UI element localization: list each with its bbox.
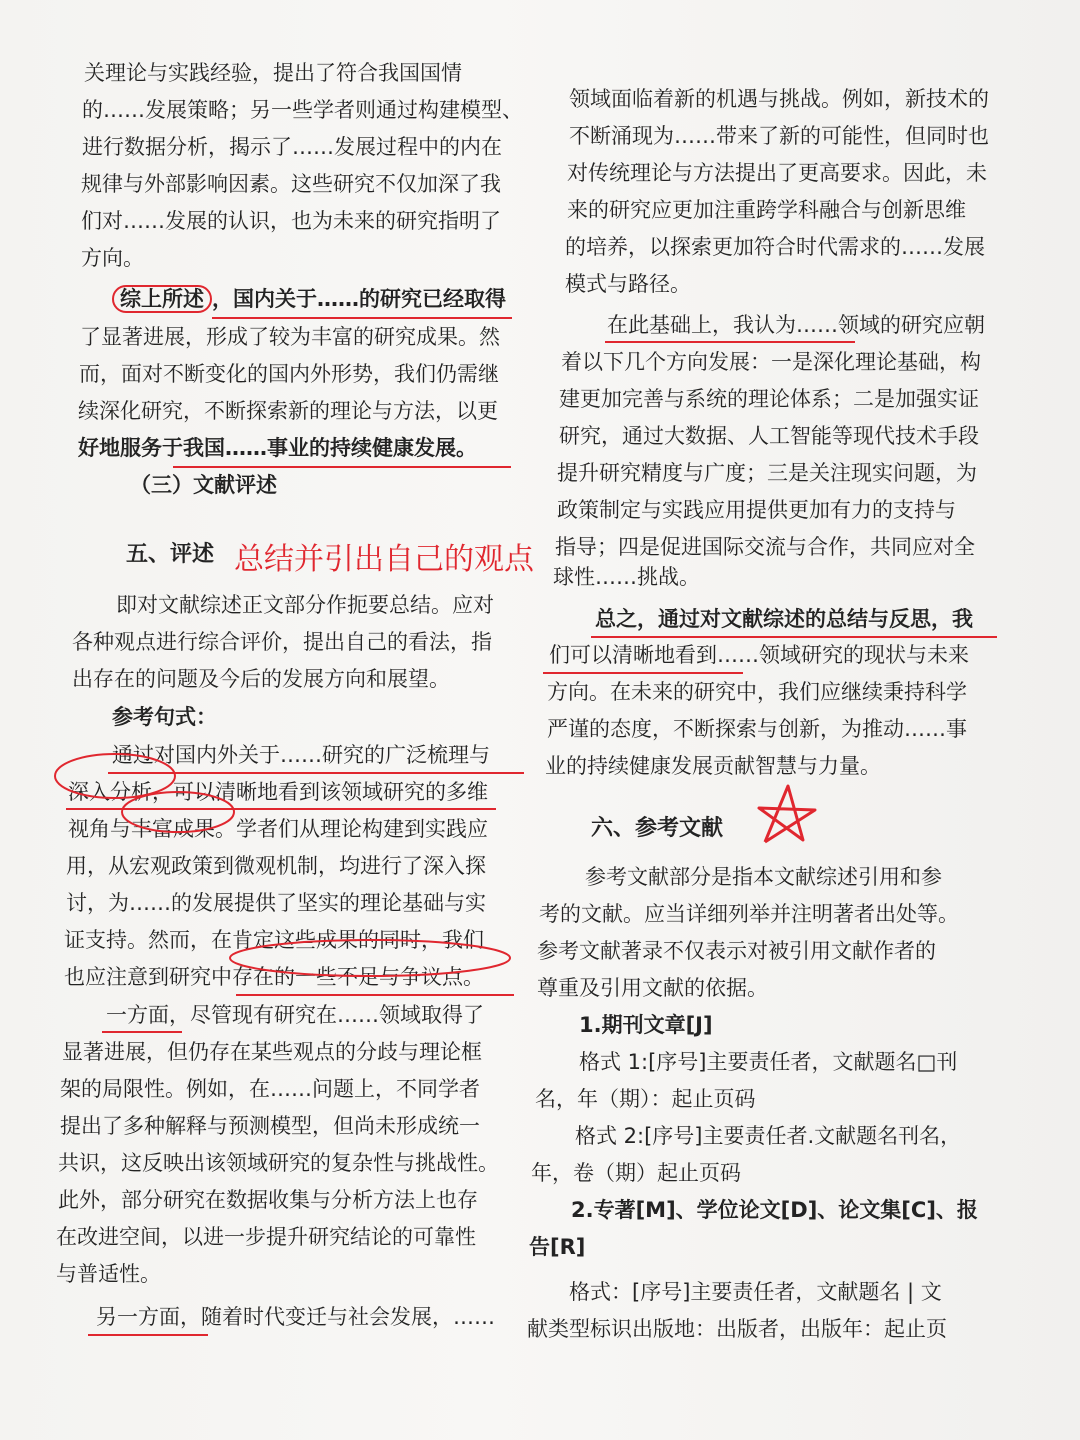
- text-line: 即对文献综述正文部分作扼要总结。应对: [116, 593, 494, 617]
- text-line: 方向。: [81, 246, 144, 270]
- text-line: 的培养，以探索更加符合时代需求的……发展: [565, 235, 985, 259]
- text-line: 不断涌现为……带来了新的可能性，但同时也: [569, 124, 989, 148]
- text-line: 另一方面，随着时代变迁与社会发展，……: [96, 1305, 495, 1329]
- ref-label: 参考句式：: [112, 705, 217, 729]
- text-line: 献类型标识出版地：出版者，出版年：起止页: [527, 1317, 947, 1341]
- text-line: 进行数据分析，揭示了……发展过程中的内在: [82, 135, 502, 159]
- text-line: 球性……挑战。: [553, 565, 700, 589]
- section-heading: 五、评述: [126, 542, 215, 567]
- text-line: 了显著进展，形成了较为丰富的研究成果。然: [80, 325, 500, 349]
- text-line: 讨，为……的发展提供了坚实的理论基础与实: [66, 891, 486, 915]
- text-line: 尊重及引用文献的依据。: [537, 976, 768, 1000]
- text-line: 通过对国内外关于……研究的广泛梳理与: [112, 743, 490, 767]
- text-line: 年，卷（期）起止页码: [531, 1161, 741, 1185]
- text-line: 业的持续健康发展贡献智慧与力量。: [545, 754, 881, 778]
- text-line: 方向。在未来的研究中，我们应继续秉持科学: [547, 680, 967, 704]
- text-line: 考的文献。应当详细列举并注明著者出处等。: [539, 902, 959, 926]
- text-line: 总之，通过对文献综述的总结与反思，我: [595, 607, 973, 631]
- handwritten-annotation: 总结并引出自己的观点: [234, 542, 534, 577]
- text-line: 模式与路径。: [565, 272, 691, 296]
- text-line: 们可以清晰地看到……领域研究的现状与未来: [549, 643, 969, 667]
- text-line: 在改进空间，以进一步提升研究结论的可靠性: [56, 1225, 476, 1249]
- text-line: 架的局限性。例如，在……问题上，不同学者: [60, 1077, 480, 1101]
- text-line: 深入分析，可以清晰地看到该领域研究的多维: [68, 780, 488, 804]
- text-line: 提升研究精度与广度；三是关注现实问题，为: [557, 461, 977, 485]
- text-line: 参考文献部分是指本文献综述引用和参: [585, 865, 942, 889]
- text-line: 建更加完善与系统的理论体系；二是加强实证: [559, 387, 979, 411]
- text-line: 视角与丰富成果。学者们从理论构建到实践应: [68, 817, 488, 841]
- text-line: 用，从宏观政策到微观机制，均进行了深入探: [66, 854, 486, 878]
- ref-item: 告[R]: [529, 1235, 586, 1259]
- text-line: 格式：[序号]主要责任者，文献题名 | 文: [569, 1280, 942, 1304]
- summary-lead-circled: 综上所述: [112, 285, 212, 313]
- text-line: 在此基础上，我认为……领域的研究应朝: [607, 313, 985, 337]
- text-line: 规律与外部影响因素。这些研究不仅加深了我: [81, 172, 501, 196]
- text-line: 着以下几个方向发展：一是深化理论基础，构: [561, 350, 981, 374]
- text-line: 研究，通过大数据、人工智能等现代技术手段: [559, 424, 979, 448]
- text-line: 一方面，尽管现有研究在……领域取得了: [106, 1003, 484, 1027]
- ref-item: 1.期刊文章[J]: [579, 1013, 713, 1037]
- text-line: 显著进展，但仍存在某些观点的分歧与理论框: [62, 1040, 482, 1064]
- text-line: 共识，这反映出该领域研究的复杂性与挑战性。: [58, 1151, 499, 1175]
- text-line: 来的研究应更加注重跨学科融合与创新思维: [567, 198, 966, 222]
- text-line: 续深化研究，不断探索新的理论与方法，以更: [78, 399, 498, 423]
- text-line: 格式 1:[序号]主要责任者，文献题名□刊: [579, 1050, 958, 1074]
- text-line: 关理论与实践经验，提出了符合我国国情: [84, 61, 462, 85]
- text-line: 证支持。然而，在肯定这些成果的同时，我们: [64, 928, 484, 952]
- text-line: 与普适性。: [56, 1262, 161, 1286]
- text-line: 领域面临着新的机遇与挑战。例如，新技术的: [569, 87, 989, 111]
- text-line: 各种观点进行综合评价，提出自己的看法，指: [72, 630, 492, 654]
- text-line: 严谨的态度，不断探索与创新，为推动……事: [547, 717, 967, 741]
- text-line: 们对……发展的认识，也为未来的研究指明了: [81, 209, 501, 233]
- text-line: 而，面对不断变化的国内外形势，我们仍需继: [79, 362, 499, 386]
- text-line: 提出了多种解释与预测模型，但尚未形成统一: [60, 1114, 480, 1138]
- text-line: 指导；四是促进国际交流与合作，共同应对全: [555, 535, 975, 559]
- summary-rest: ，国内关于……的研究已经取得: [212, 287, 506, 311]
- text-line: 的……发展策略；另一些学者则通过构建模型、: [82, 98, 523, 122]
- text-line: 政策制定与实践应用提供更加有力的支持与: [557, 498, 956, 522]
- text-line: 好地服务于我国……事业的持续健康发展。: [78, 436, 477, 460]
- sub-heading: （三）文献评述: [130, 473, 277, 497]
- text-line: 也应注意到研究中存在的一些不足与争议点。: [64, 965, 484, 989]
- text-line: 格式 2:[序号]主要责任者.文献题名刊名，: [575, 1124, 962, 1148]
- ref-item: 2.专著[M]、学位论文[D]、论文集[C]、报: [571, 1198, 978, 1222]
- text-line: 对传统理论与方法提出了更高要求。因此，未: [567, 161, 987, 185]
- text-line: 出存在的问题及今后的发展方向和展望。: [72, 667, 450, 691]
- section-heading: 六、参考文献: [591, 816, 724, 841]
- text-line: 参考文献著录不仅表示对被引用文献作者的: [537, 939, 936, 963]
- text-line: 此外，部分研究在数据收集与分析方法上也存: [58, 1188, 478, 1212]
- text-line: 名，年（期）：起止页码: [535, 1087, 756, 1111]
